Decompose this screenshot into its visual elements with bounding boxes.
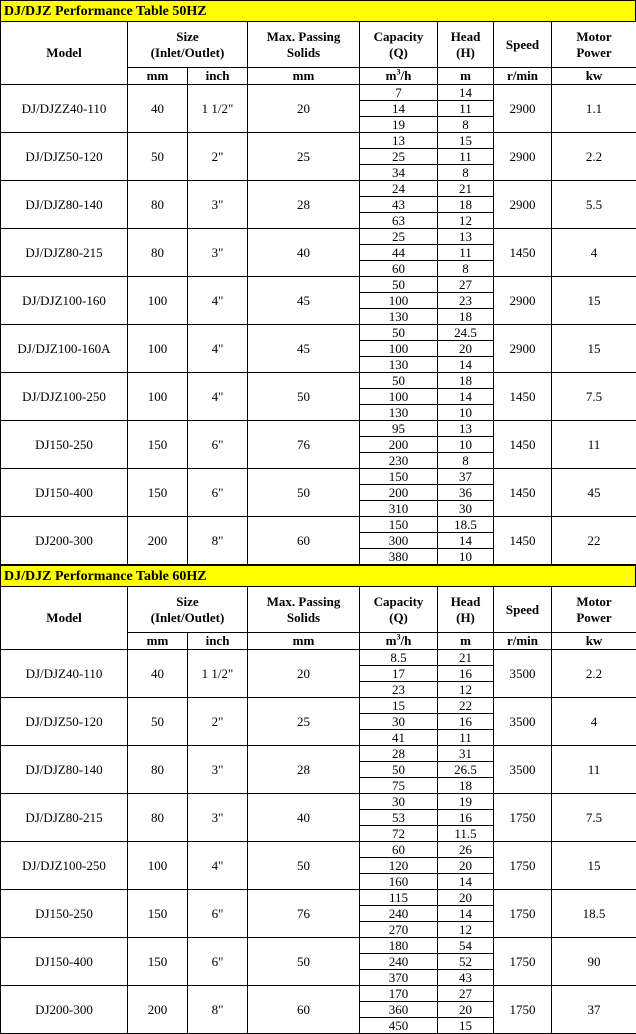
performance-table — [0, 21, 636, 565]
capacity-cell: 100 — [360, 293, 438, 309]
capacity-cell: 360 — [360, 1002, 438, 1018]
head-cell: 8 — [438, 261, 494, 277]
capacity-cell: 15 — [360, 698, 438, 714]
header-row — [1, 22, 636, 68]
size-header-sublabel: (Inlet/Outlet) — [128, 45, 247, 61]
unit-head: m — [438, 633, 494, 650]
size-mm-cell: 100 — [128, 325, 188, 373]
size-inch-cell: 3" — [188, 229, 248, 277]
capacity-cell: 130 — [360, 309, 438, 325]
head-cell: 8 — [438, 453, 494, 469]
speed-cell: 1450 — [494, 421, 552, 469]
unit-speed: r/min — [494, 633, 552, 650]
size-header — [128, 587, 248, 633]
unit-power: kw — [552, 633, 636, 650]
capacity-cell: 7 — [360, 85, 438, 101]
solids-cell: 20 — [248, 85, 360, 133]
solids-cell: 76 — [248, 890, 360, 938]
size-mm-cell: 50 — [128, 133, 188, 181]
model-cell: DJ/DJZ100-250 — [1, 842, 128, 890]
speed-header-label: Speed — [494, 37, 551, 53]
head-header-sublabel: (H) — [438, 610, 493, 626]
size-inch-cell: 4" — [188, 325, 248, 373]
speed-cell: 2900 — [494, 325, 552, 373]
solids-cell: 50 — [248, 842, 360, 890]
capacity-cell: 41 — [360, 730, 438, 746]
head-cell: 27 — [438, 986, 494, 1002]
motor-power-cell: 11 — [552, 746, 636, 794]
size-mm-cell: 200 — [128, 986, 188, 1034]
model-cell: DJ/DJZ40-110 — [1, 650, 128, 698]
capacity-cell: 380 — [360, 549, 438, 565]
motor-power-cell: 11 — [552, 421, 636, 469]
solids-header — [248, 22, 360, 68]
unit-capacity — [360, 633, 438, 650]
head-cell: 11 — [438, 101, 494, 117]
speed-cell: 3500 — [494, 650, 552, 698]
speed-cell: 3500 — [494, 746, 552, 794]
head-header-label: Head — [438, 594, 493, 610]
size-header-label: Size — [128, 29, 247, 45]
capacity-cell: 200 — [360, 437, 438, 453]
table-row — [1, 133, 636, 149]
capacity-cell: 200 — [360, 485, 438, 501]
size-inch-cell: 3" — [188, 181, 248, 229]
size-inch-cell: 3" — [188, 746, 248, 794]
model-cell: DJ/DJZ80-140 — [1, 181, 128, 229]
table-row — [1, 277, 636, 293]
speed-header — [494, 22, 552, 68]
head-cell: 12 — [438, 682, 494, 698]
table-row — [1, 229, 636, 245]
size-inch-cell: 2" — [188, 698, 248, 746]
model-cell: DJ/DJZ100-250 — [1, 373, 128, 421]
solids-cell: 60 — [248, 517, 360, 565]
capacity-cell: 14 — [360, 101, 438, 117]
capacity-header-label: Capacity — [360, 29, 437, 45]
model-cell: DJ/DJZ80-215 — [1, 794, 128, 842]
table-row — [1, 373, 636, 389]
capacity-cell: 25 — [360, 229, 438, 245]
head-cell: 18 — [438, 309, 494, 325]
head-cell: 10 — [438, 405, 494, 421]
size-mm-cell: 80 — [128, 181, 188, 229]
size-inch-cell: 6" — [188, 890, 248, 938]
head-cell: 20 — [438, 341, 494, 357]
solids-header-sublabel: Solids — [248, 610, 359, 626]
head-cell: 30 — [438, 501, 494, 517]
model-cell: DJ150-400 — [1, 938, 128, 986]
capacity-header — [360, 587, 438, 633]
table-row — [1, 938, 636, 954]
capacity-cell: 8.5 — [360, 650, 438, 666]
size-inch-cell: 4" — [188, 373, 248, 421]
model-cell: DJ150-400 — [1, 469, 128, 517]
capacity-cell: 230 — [360, 453, 438, 469]
solids-cell: 25 — [248, 698, 360, 746]
head-cell: 15 — [438, 1018, 494, 1034]
unit-power: kw — [552, 68, 636, 85]
size-mm-cell: 150 — [128, 938, 188, 986]
solids-cell: 50 — [248, 373, 360, 421]
capacity-cell: 270 — [360, 922, 438, 938]
head-cell: 24.5 — [438, 325, 494, 341]
head-cell: 14 — [438, 389, 494, 405]
head-cell: 13 — [438, 421, 494, 437]
table-row — [1, 517, 636, 533]
capacity-cell: 25 — [360, 149, 438, 165]
unit-capacity-base: m — [386, 68, 397, 83]
head-cell: 8 — [438, 117, 494, 133]
capacity-cell: 150 — [360, 517, 438, 533]
capacity-cell: 180 — [360, 938, 438, 954]
model-cell: DJ/DJZ50-120 — [1, 133, 128, 181]
motor-power-cell: 37 — [552, 986, 636, 1034]
speed-cell: 2900 — [494, 181, 552, 229]
unit-mm: mm — [128, 68, 188, 85]
capacity-cell: 24 — [360, 181, 438, 197]
model-cell: DJ200-300 — [1, 517, 128, 565]
motor-header-sublabel: Power — [552, 45, 636, 61]
capacity-cell: 310 — [360, 501, 438, 517]
table-row — [1, 986, 636, 1002]
capacity-cell: 30 — [360, 714, 438, 730]
solids-cell: 28 — [248, 746, 360, 794]
size-header — [128, 22, 248, 68]
capacity-cell: 50 — [360, 373, 438, 389]
solids-cell: 60 — [248, 986, 360, 1034]
capacity-cell: 100 — [360, 341, 438, 357]
motor-header — [552, 22, 636, 68]
size-inch-cell: 4" — [188, 842, 248, 890]
head-cell: 16 — [438, 666, 494, 682]
head-cell: 11 — [438, 730, 494, 746]
size-inch-cell: 6" — [188, 469, 248, 517]
size-mm-cell: 40 — [128, 85, 188, 133]
capacity-cell: 50 — [360, 762, 438, 778]
head-cell: 36 — [438, 485, 494, 501]
table-row — [1, 650, 636, 666]
unit-solids: mm — [248, 633, 360, 650]
head-cell: 23 — [438, 293, 494, 309]
size-mm-cell: 100 — [128, 373, 188, 421]
head-cell: 14 — [438, 874, 494, 890]
speed-cell: 1450 — [494, 469, 552, 517]
solids-cell: 25 — [248, 133, 360, 181]
capacity-cell: 50 — [360, 277, 438, 293]
model-cell: DJ/DJZ80-215 — [1, 229, 128, 277]
speed-cell: 1450 — [494, 229, 552, 277]
unit-mm: mm — [128, 633, 188, 650]
unit-capacity-exponent: 3 — [397, 633, 401, 642]
size-mm-cell: 100 — [128, 842, 188, 890]
motor-power-cell: 1.1 — [552, 85, 636, 133]
head-cell: 31 — [438, 746, 494, 762]
capacity-cell: 63 — [360, 213, 438, 229]
capacity-cell: 28 — [360, 746, 438, 762]
head-cell: 20 — [438, 1002, 494, 1018]
head-cell: 10 — [438, 549, 494, 565]
speed-cell: 1750 — [494, 938, 552, 986]
header-row — [1, 587, 636, 633]
capacity-cell: 75 — [360, 778, 438, 794]
head-cell: 13 — [438, 229, 494, 245]
head-cell: 11.5 — [438, 826, 494, 842]
capacity-cell: 170 — [360, 986, 438, 1002]
table-row — [1, 325, 636, 341]
head-cell: 21 — [438, 181, 494, 197]
table-row — [1, 746, 636, 762]
head-cell: 8 — [438, 165, 494, 181]
solids-header-label: Max. Passing — [248, 29, 359, 45]
capacity-cell: 19 — [360, 117, 438, 133]
head-cell: 18 — [438, 197, 494, 213]
solids-cell: 45 — [248, 325, 360, 373]
head-cell: 10 — [438, 437, 494, 453]
head-cell: 14 — [438, 533, 494, 549]
model-cell: DJ/DJZ100-160 — [1, 277, 128, 325]
motor-power-cell: 4 — [552, 698, 636, 746]
unit-capacity-exponent: 3 — [397, 68, 401, 77]
size-inch-cell: 8" — [188, 517, 248, 565]
solids-header-sublabel: Solids — [248, 45, 359, 61]
model-cell: DJ/DJZ80-140 — [1, 746, 128, 794]
size-mm-cell: 50 — [128, 698, 188, 746]
head-header-label: Head — [438, 29, 493, 45]
size-inch-cell: 4" — [188, 277, 248, 325]
unit-inch: inch — [188, 68, 248, 85]
unit-capacity — [360, 68, 438, 85]
motor-power-cell: 45 — [552, 469, 636, 517]
motor-power-cell: 22 — [552, 517, 636, 565]
table-row — [1, 181, 636, 197]
capacity-cell: 160 — [360, 874, 438, 890]
capacity-cell: 50 — [360, 325, 438, 341]
motor-header-label: Motor — [552, 29, 636, 45]
head-cell: 11 — [438, 245, 494, 261]
capacity-cell: 240 — [360, 954, 438, 970]
head-cell: 18.5 — [438, 517, 494, 533]
size-inch-cell: 8" — [188, 986, 248, 1034]
head-cell: 16 — [438, 810, 494, 826]
size-mm-cell: 200 — [128, 517, 188, 565]
model-cell: DJ150-250 — [1, 421, 128, 469]
motor-power-cell: 18.5 — [552, 890, 636, 938]
head-cell: 54 — [438, 938, 494, 954]
speed-cell: 2900 — [494, 85, 552, 133]
head-cell: 14 — [438, 85, 494, 101]
head-header — [438, 587, 494, 633]
speed-cell: 1450 — [494, 373, 552, 421]
size-header-label: Size — [128, 594, 247, 610]
motor-header — [552, 587, 636, 633]
solids-cell: 45 — [248, 277, 360, 325]
table-row — [1, 794, 636, 810]
motor-header-label: Motor — [552, 594, 636, 610]
solids-cell: 76 — [248, 421, 360, 469]
motor-power-cell: 90 — [552, 938, 636, 986]
solids-cell: 50 — [248, 938, 360, 986]
size-mm-cell: 80 — [128, 794, 188, 842]
capacity-cell: 95 — [360, 421, 438, 437]
unit-capacity-base: m — [386, 633, 397, 648]
model-cell: DJ150-250 — [1, 890, 128, 938]
size-inch-cell: 6" — [188, 938, 248, 986]
capacity-header-sublabel: (Q) — [360, 45, 437, 61]
speed-header — [494, 587, 552, 633]
size-inch-cell: 2" — [188, 133, 248, 181]
table-row — [1, 421, 636, 437]
capacity-cell: 115 — [360, 890, 438, 906]
motor-header-sublabel: Power — [552, 610, 636, 626]
head-cell: 16 — [438, 714, 494, 730]
table-row — [1, 698, 636, 714]
unit-capacity-tail: /h — [401, 633, 412, 648]
head-cell: 22 — [438, 698, 494, 714]
capacity-cell: 130 — [360, 405, 438, 421]
head-cell: 20 — [438, 890, 494, 906]
capacity-cell: 44 — [360, 245, 438, 261]
head-cell: 18 — [438, 373, 494, 389]
head-cell: 37 — [438, 469, 494, 485]
size-mm-cell: 40 — [128, 650, 188, 698]
model-header: Model — [1, 22, 128, 85]
table-row — [1, 890, 636, 906]
head-cell: 26 — [438, 842, 494, 858]
solids-cell: 28 — [248, 181, 360, 229]
motor-power-cell: 2.2 — [552, 650, 636, 698]
capacity-cell: 130 — [360, 357, 438, 373]
motor-power-cell: 4 — [552, 229, 636, 277]
table-row — [1, 842, 636, 858]
size-inch-cell: 1 1/2" — [188, 650, 248, 698]
solids-cell: 40 — [248, 229, 360, 277]
speed-cell: 2900 — [494, 133, 552, 181]
motor-power-cell: 7.5 — [552, 794, 636, 842]
table-title: DJ/DJZ Performance Table 50HZ — [0, 0, 636, 21]
size-mm-cell: 80 — [128, 229, 188, 277]
capacity-cell: 43 — [360, 197, 438, 213]
speed-cell: 2900 — [494, 277, 552, 325]
capacity-cell: 100 — [360, 389, 438, 405]
motor-power-cell: 15 — [552, 325, 636, 373]
size-mm-cell: 150 — [128, 890, 188, 938]
capacity-header-label: Capacity — [360, 594, 437, 610]
head-cell: 15 — [438, 133, 494, 149]
capacity-cell: 60 — [360, 261, 438, 277]
capacity-cell: 34 — [360, 165, 438, 181]
capacity-cell: 60 — [360, 842, 438, 858]
unit-solids: mm — [248, 68, 360, 85]
speed-cell: 1750 — [494, 986, 552, 1034]
size-inch-cell: 3" — [188, 794, 248, 842]
head-header-sublabel: (H) — [438, 45, 493, 61]
capacity-cell: 300 — [360, 533, 438, 549]
capacity-header-sublabel: (Q) — [360, 610, 437, 626]
speed-cell: 1750 — [494, 794, 552, 842]
capacity-cell: 240 — [360, 906, 438, 922]
head-cell: 52 — [438, 954, 494, 970]
capacity-cell: 13 — [360, 133, 438, 149]
solids-cell: 40 — [248, 794, 360, 842]
head-cell: 26.5 — [438, 762, 494, 778]
head-cell: 11 — [438, 149, 494, 165]
capacity-cell: 53 — [360, 810, 438, 826]
size-inch-cell: 1 1/2" — [188, 85, 248, 133]
model-header: Model — [1, 587, 128, 650]
solids-cell: 20 — [248, 650, 360, 698]
unit-speed: r/min — [494, 68, 552, 85]
capacity-cell: 17 — [360, 666, 438, 682]
speed-cell: 1750 — [494, 842, 552, 890]
capacity-cell: 370 — [360, 970, 438, 986]
capacity-cell: 30 — [360, 794, 438, 810]
solids-cell: 50 — [248, 469, 360, 517]
model-cell: DJ/DJZZ40-110 — [1, 85, 128, 133]
head-cell: 12 — [438, 922, 494, 938]
performance-table — [0, 586, 636, 1034]
head-cell: 27 — [438, 277, 494, 293]
unit-capacity-tail: /h — [401, 68, 412, 83]
speed-cell: 1450 — [494, 517, 552, 565]
motor-power-cell: 15 — [552, 842, 636, 890]
head-cell: 14 — [438, 357, 494, 373]
capacity-header — [360, 22, 438, 68]
head-cell: 43 — [438, 970, 494, 986]
size-header-sublabel: (Inlet/Outlet) — [128, 610, 247, 626]
capacity-cell: 150 — [360, 469, 438, 485]
motor-power-cell: 7.5 — [552, 373, 636, 421]
head-cell: 19 — [438, 794, 494, 810]
size-mm-cell: 80 — [128, 746, 188, 794]
size-inch-cell: 6" — [188, 421, 248, 469]
size-mm-cell: 150 — [128, 421, 188, 469]
motor-power-cell: 2.2 — [552, 133, 636, 181]
solids-header-label: Max. Passing — [248, 594, 359, 610]
head-cell: 20 — [438, 858, 494, 874]
unit-head: m — [438, 68, 494, 85]
table-row — [1, 85, 636, 101]
motor-power-cell: 15 — [552, 277, 636, 325]
motor-power-cell: 5.5 — [552, 181, 636, 229]
head-cell: 18 — [438, 778, 494, 794]
unit-inch: inch — [188, 633, 248, 650]
model-cell: DJ200-300 — [1, 986, 128, 1034]
speed-cell: 3500 — [494, 698, 552, 746]
capacity-cell: 120 — [360, 858, 438, 874]
head-cell: 12 — [438, 213, 494, 229]
head-cell: 14 — [438, 906, 494, 922]
speed-cell: 1750 — [494, 890, 552, 938]
table-row — [1, 469, 636, 485]
head-header — [438, 22, 494, 68]
size-mm-cell: 100 — [128, 277, 188, 325]
model-cell: DJ/DJZ100-160A — [1, 325, 128, 373]
model-cell: DJ/DJZ50-120 — [1, 698, 128, 746]
head-cell: 21 — [438, 650, 494, 666]
table-title: DJ/DJZ Performance Table 60HZ — [0, 565, 636, 586]
size-mm-cell: 150 — [128, 469, 188, 517]
speed-header-label: Speed — [494, 602, 551, 618]
capacity-cell: 23 — [360, 682, 438, 698]
capacity-cell: 450 — [360, 1018, 438, 1034]
capacity-cell: 72 — [360, 826, 438, 842]
solids-header — [248, 587, 360, 633]
